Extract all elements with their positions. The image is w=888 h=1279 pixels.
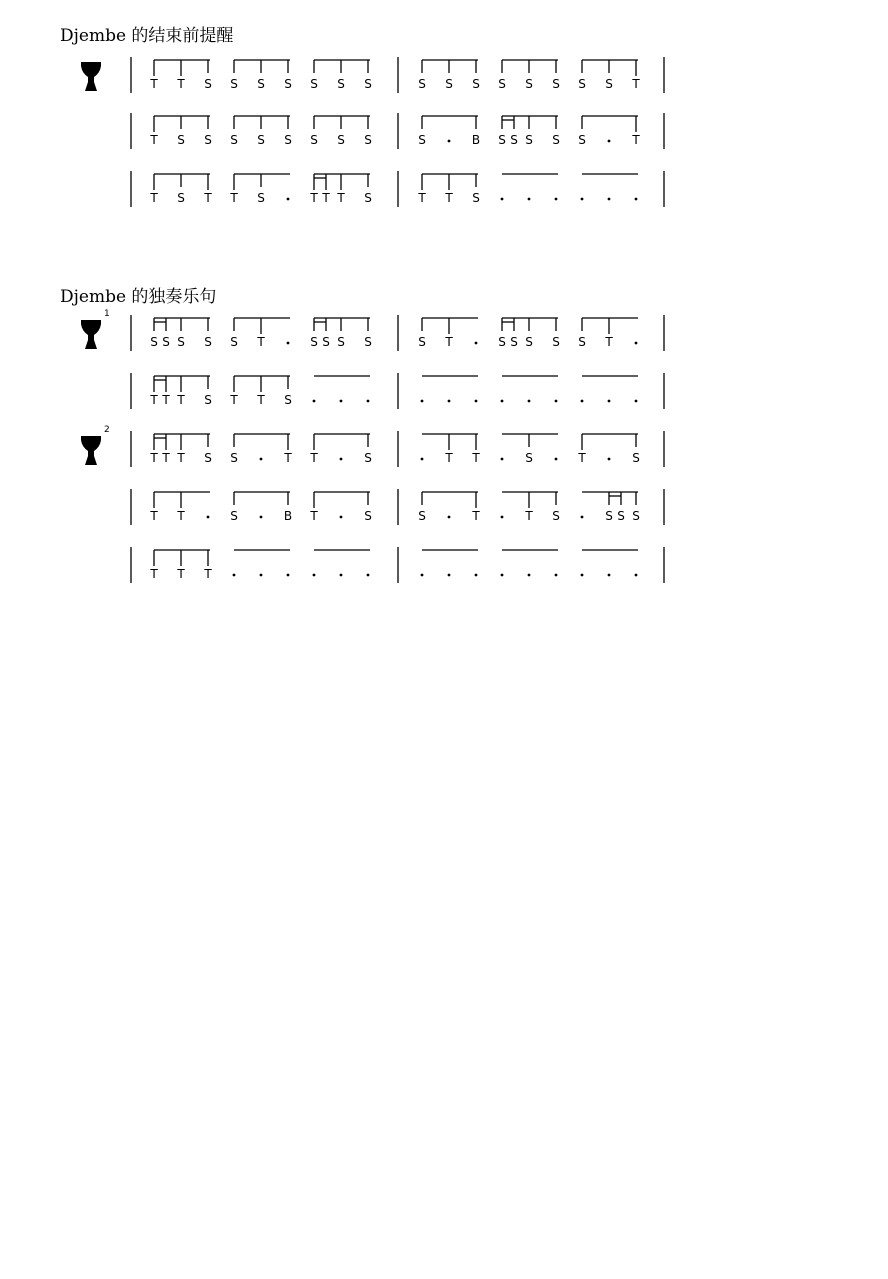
stroke-note: S [632,509,640,523]
rest-dot [260,574,263,577]
rest-dot [501,400,504,403]
rest-dot [555,458,558,461]
stroke-note: S [364,451,372,465]
stroke-note: S [364,191,372,205]
stroke-note: T [472,451,480,465]
stroke-note: S [578,133,586,147]
rest-dot [635,574,638,577]
rest-dot [475,342,478,345]
rest-dot [528,400,531,403]
stroke-note: S [257,77,265,91]
rest-dot [501,198,504,201]
stroke-note: S [257,133,265,147]
rest-dot [581,198,584,201]
stroke-note: T [162,451,170,465]
stroke-note: T [150,133,158,147]
rest-dot [501,574,504,577]
stroke-note: S [578,77,586,91]
stroke-note: T [150,191,158,205]
stroke-note: T [177,509,185,523]
stroke-note: S [364,335,372,349]
stroke-note: S [284,133,292,147]
rest-dot [608,458,611,461]
stroke-note: S [498,77,506,91]
stroke-note: S [617,509,625,523]
stroke-note: T [605,335,613,349]
stroke-note: S [204,77,212,91]
stroke-note: S [310,77,318,91]
stroke-note: S [525,77,533,91]
rest-dot [608,574,611,577]
stroke-note: S [552,77,560,91]
stroke-note: S [230,509,238,523]
stroke-note: S [230,77,238,91]
rest-dot [581,400,584,403]
rest-dot [608,400,611,403]
stroke-note: S [472,77,480,91]
stroke-note: S [605,77,613,91]
rest-dot [581,574,584,577]
stroke-note: S [498,335,506,349]
stroke-note: T [230,191,238,205]
stroke-note: S [204,133,212,147]
rest-dot [475,574,478,577]
stroke-note: B [471,133,481,147]
stroke-note: T [337,191,345,205]
rest-dot [608,140,611,143]
stroke-note: S [364,77,372,91]
stroke-note: S [162,335,170,349]
rest-dot [475,400,478,403]
rest-dot [581,516,584,519]
rest-dot [448,574,451,577]
rest-dot [207,516,210,519]
rest-dot [635,198,638,201]
rest-dot [555,400,558,403]
variation-number: 1 [104,309,110,319]
stroke-note: S [177,133,185,147]
stroke-note: S [177,335,185,349]
stroke-note: T [310,451,318,465]
djembe-icon [81,320,101,349]
rest-dot [448,400,451,403]
variation-number: 2 [104,425,110,435]
stroke-note: S [177,191,185,205]
rest-dot [233,574,236,577]
stroke-note: S [632,451,640,465]
stroke-note: S [230,335,238,349]
stroke-note: S [498,133,506,147]
rest-dot [340,516,343,519]
rest-dot [287,342,290,345]
stroke-note: B [283,509,293,523]
stroke-note: T [284,451,292,465]
rest-dot [287,198,290,201]
rest-dot [421,574,424,577]
stroke-note: T [230,393,238,407]
stroke-note: T [525,509,533,523]
rest-dot [528,198,531,201]
rest-dot [260,458,263,461]
stroke-note: T [632,77,640,91]
stroke-note: T [150,77,158,91]
section-title-solo-phrases: Djembe 的独奏乐句 [60,287,217,307]
stroke-note: S [257,191,265,205]
stroke-note: S [525,335,533,349]
stroke-note: T [445,335,453,349]
stroke-note: S [337,77,345,91]
rest-dot [340,458,343,461]
rest-dot [340,400,343,403]
rest-dot [501,458,504,461]
stroke-note: T [632,133,640,147]
stroke-note: S [204,451,212,465]
rest-dot [501,516,504,519]
rest-dot [421,458,424,461]
stroke-note: S [445,77,453,91]
stroke-note: S [418,335,426,349]
rest-dot [528,574,531,577]
stroke-note: S [364,133,372,147]
stroke-note: T [257,335,265,349]
stroke-note: T [418,191,426,205]
stroke-note: T [177,393,185,407]
stroke-note: T [177,567,185,581]
section-title-ending-reminder: Djembe 的结束前提醒 [60,26,234,46]
rest-dot [421,400,424,403]
stroke-note: S [552,133,560,147]
stroke-note: S [510,335,518,349]
stroke-note: T [204,567,212,581]
stroke-note: T [150,509,158,523]
stroke-note: S [204,335,212,349]
stroke-note: S [472,191,480,205]
stroke-note: S [552,335,560,349]
stroke-note: S [150,335,158,349]
stroke-note: T [204,191,212,205]
stroke-note: T [257,393,265,407]
rest-dot [287,574,290,577]
stroke-note: T [310,191,318,205]
stroke-note: S [337,335,345,349]
stroke-note: S [230,133,238,147]
rest-dot [635,342,638,345]
stroke-note: S [337,133,345,147]
stroke-note: S [364,509,372,523]
stroke-note: S [284,77,292,91]
rest-dot [555,574,558,577]
rest-dot [635,400,638,403]
stroke-note: S [418,77,426,91]
stroke-note: S [578,335,586,349]
stroke-note: T [150,451,158,465]
stroke-note: T [177,451,185,465]
stroke-note: S [605,509,613,523]
stroke-note: S [284,393,292,407]
stroke-note: T [445,451,453,465]
stroke-note: T [162,393,170,407]
rest-dot [367,574,370,577]
rest-dot [340,574,343,577]
stroke-note: S [552,509,560,523]
stroke-note: T [472,509,480,523]
stroke-note: S [322,335,330,349]
rest-dot [367,400,370,403]
rest-dot [608,198,611,201]
stroke-note: S [204,393,212,407]
stroke-note: T [150,567,158,581]
stroke-note: S [418,509,426,523]
rest-dot [260,516,263,519]
rest-dot [448,140,451,143]
stroke-note: S [310,335,318,349]
rest-dot [448,516,451,519]
stroke-note: S [525,133,533,147]
djembe-icon [81,436,101,465]
stroke-note: T [322,191,330,205]
rest-dot [555,198,558,201]
stroke-note: T [177,77,185,91]
stroke-note: S [230,451,238,465]
stroke-note: T [150,393,158,407]
stroke-note: T [578,451,586,465]
stroke-note: T [310,509,318,523]
stroke-note: S [310,133,318,147]
stroke-note: S [418,133,426,147]
stroke-note: S [525,451,533,465]
rest-dot [313,400,316,403]
djembe-icon [81,62,101,91]
stroke-note: T [445,191,453,205]
rest-dot [313,574,316,577]
stroke-note: S [510,133,518,147]
